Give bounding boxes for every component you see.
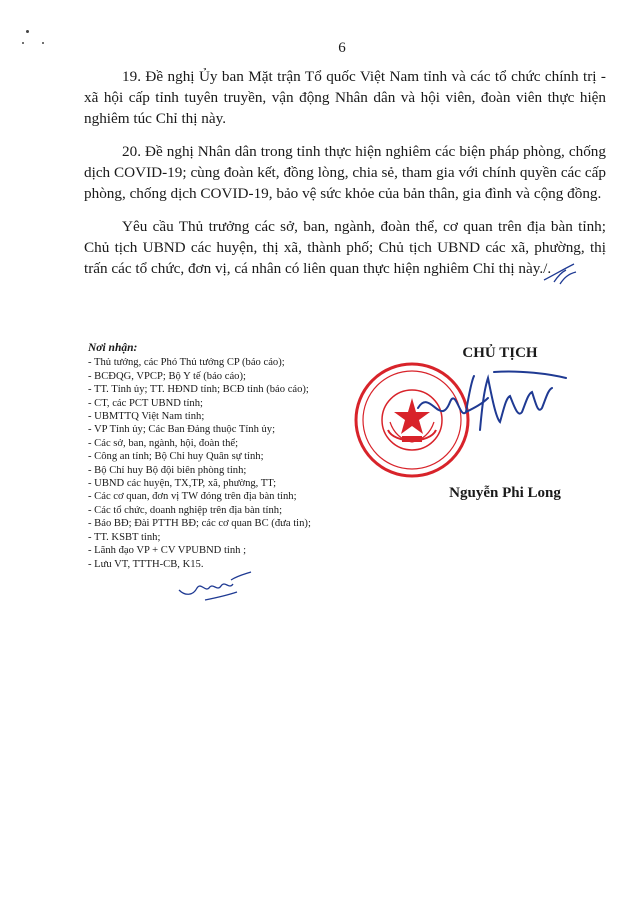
signer-name: Nguyễn Phi Long: [449, 485, 561, 501]
recipient-item: - UBMTTQ Việt Nam tỉnh;: [88, 411, 205, 423]
signer-title: CHỦ TỊCH: [462, 345, 538, 361]
paragraph-19: 19. Đề nghị Ủy ban Mặt trận Tổ quốc Việt Nam tỉnh và các tổ chức chính trị - xã hội cấp tỉnh tuyên truyền, vận động Nhân dân và hội viên, đoàn viên thực hiện nghiêm túc Chỉ thị này.: [84, 68, 606, 127]
recipient-item: - Báo BĐ; Đài PTTH BĐ; các cơ quan BC (đưa tin);: [88, 518, 311, 530]
paragraph-closing: Yêu cầu Thủ trưởng các sở, ban, ngành, đoàn thể, cơ quan trên địa bàn tỉnh; Chủ tịch UBND các huyện, thị xã, thành phố; Chủ tịch UBND các xã, phường, thị trấn các tổ chức, đơn vị, cá nhân có liên quan thực hiện nghiêm Chỉ thị này./.: [84, 218, 606, 277]
recipients-list: [88, 356, 368, 571]
recipient-item: - Các tổ chức, doanh nghiệp trên địa bàn tỉnh;: [88, 504, 283, 516]
recipient-item: - Công an tỉnh; Bộ Chỉ huy Quân sự tỉnh;: [88, 451, 264, 463]
recipients-block: [88, 342, 368, 571]
paragraph-20: 20. Đề nghị Nhân dân trong tỉnh thực hiện nghiêm các biện pháp phòng, chống dịch COVID-19; cùng đoàn kết, đồng lòng, chia sẻ, tham gia với chính quyền các cấp phòng, chống dịch COVID-19, bảo vệ sức khỏe của bản thân, gia đình và cộng đồng.: [84, 143, 606, 202]
recipient-item: - Các sở, ban, ngành, hội, đoàn thể;: [88, 437, 239, 449]
recipient-item: - UBND các huyện, TX,TP, xã, phường, TT;: [88, 478, 277, 490]
body-text: [84, 66, 606, 291]
recipient-item: - Bộ Chỉ huy Bộ đội biên phòng tỉnh;: [88, 464, 247, 476]
recipient-item: - VP Tỉnh ủy; Các Ban Đảng thuộc Tỉnh ủy;: [88, 424, 276, 436]
recipient-item: - Lãnh đạo VP + CV VPUBND tỉnh ;: [88, 545, 247, 557]
scan-speck: [26, 30, 29, 33]
recipient-item: - BCĐQG, VPCP; Bộ Y tế (báo cáo);: [88, 370, 246, 382]
signature: [410, 368, 570, 448]
recipient-item: - Thủ tướng, các Phó Thủ tướng CP (báo cáo);: [88, 357, 285, 369]
recipient-item: - Các cơ quan, đơn vị TW đóng trên địa bàn tỉnh;: [88, 491, 297, 503]
recipients-heading: Nơi nhận:: [88, 342, 138, 354]
initials-mark: [540, 258, 580, 288]
page-number: 6: [338, 40, 346, 56]
recipient-item: - TT. Tỉnh ủy; TT. HĐND tỉnh; BCĐ tỉnh (báo cáo);: [88, 384, 309, 396]
recipient-item: - CT, các PCT UBND tỉnh;: [88, 397, 203, 409]
initials-mark: [175, 570, 255, 606]
recipient-item: - TT. KSBT tỉnh;: [88, 531, 161, 543]
recipient-item: - Lưu VT, TTTH-CB, K15.: [88, 558, 204, 570]
